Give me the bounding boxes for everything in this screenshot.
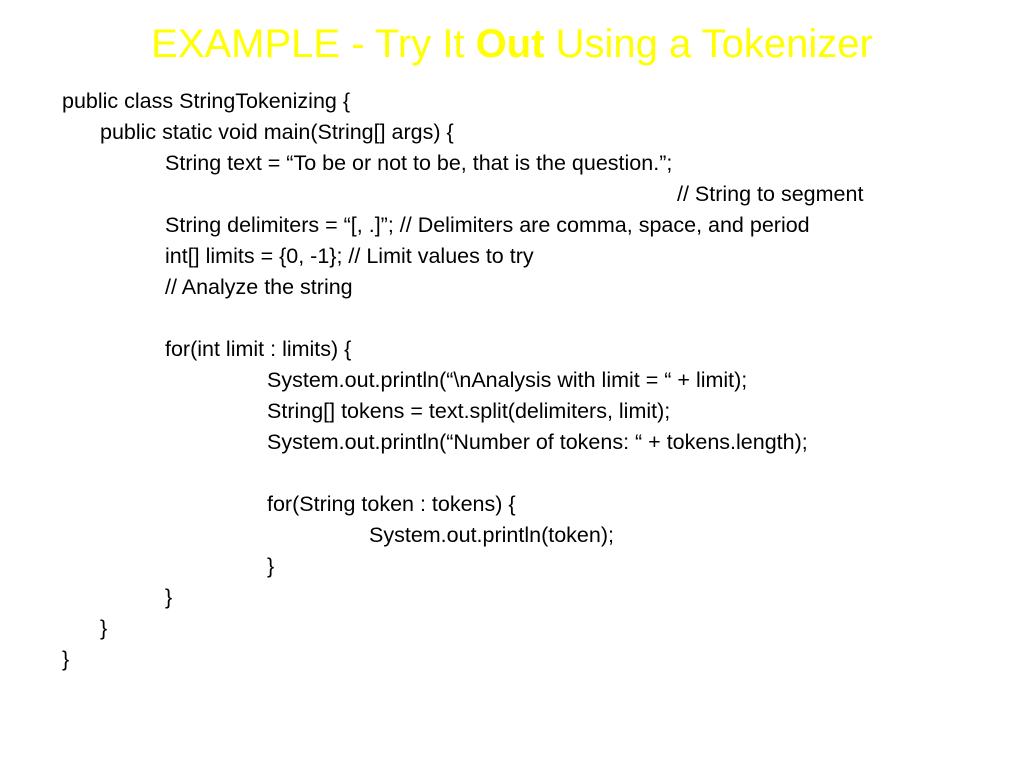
title-bold-word: Out bbox=[475, 22, 545, 66]
code-line: public class StringTokenizing { bbox=[62, 89, 351, 113]
code-line: System.out.println(“\nAnalysis with limit = “ + limit); bbox=[267, 368, 748, 392]
code-line: String delimiters = “[, .]”; // Delimiters are comma, space, and period bbox=[165, 213, 810, 237]
code-line: System.out.println(“Number of tokens: “ + tokens.length); bbox=[267, 430, 808, 454]
code-line: String text = “To be or not to be, that is the question.”; bbox=[165, 151, 673, 175]
code-line: System.out.println(token); bbox=[369, 523, 614, 547]
code-line: } bbox=[62, 647, 70, 671]
code-line-blank bbox=[62, 303, 1002, 334]
code-line: // String to segment bbox=[677, 182, 864, 206]
slide-title bbox=[0, 18, 1024, 70]
code-line-blank bbox=[62, 458, 1002, 489]
code-line: int[] limits = {0, -1}; // Limit values to try bbox=[165, 244, 534, 268]
code-line: public static void main(String[] args) { bbox=[100, 120, 454, 144]
code-line: String[] tokens = text.split(delimiters, limit); bbox=[267, 399, 671, 423]
code-line: for(String token : tokens) { bbox=[267, 492, 516, 516]
code-line: } bbox=[100, 616, 108, 640]
code-line: } bbox=[165, 585, 173, 609]
code-line: } bbox=[267, 554, 275, 578]
title-prefix: EXAMPLE - Try It bbox=[151, 22, 476, 66]
code-line: for(int limit : limits) { bbox=[165, 337, 352, 361]
code-block bbox=[62, 86, 1002, 675]
title-suffix: Using a Tokenizer bbox=[544, 22, 873, 66]
code-line: // Analyze the string bbox=[165, 275, 353, 299]
